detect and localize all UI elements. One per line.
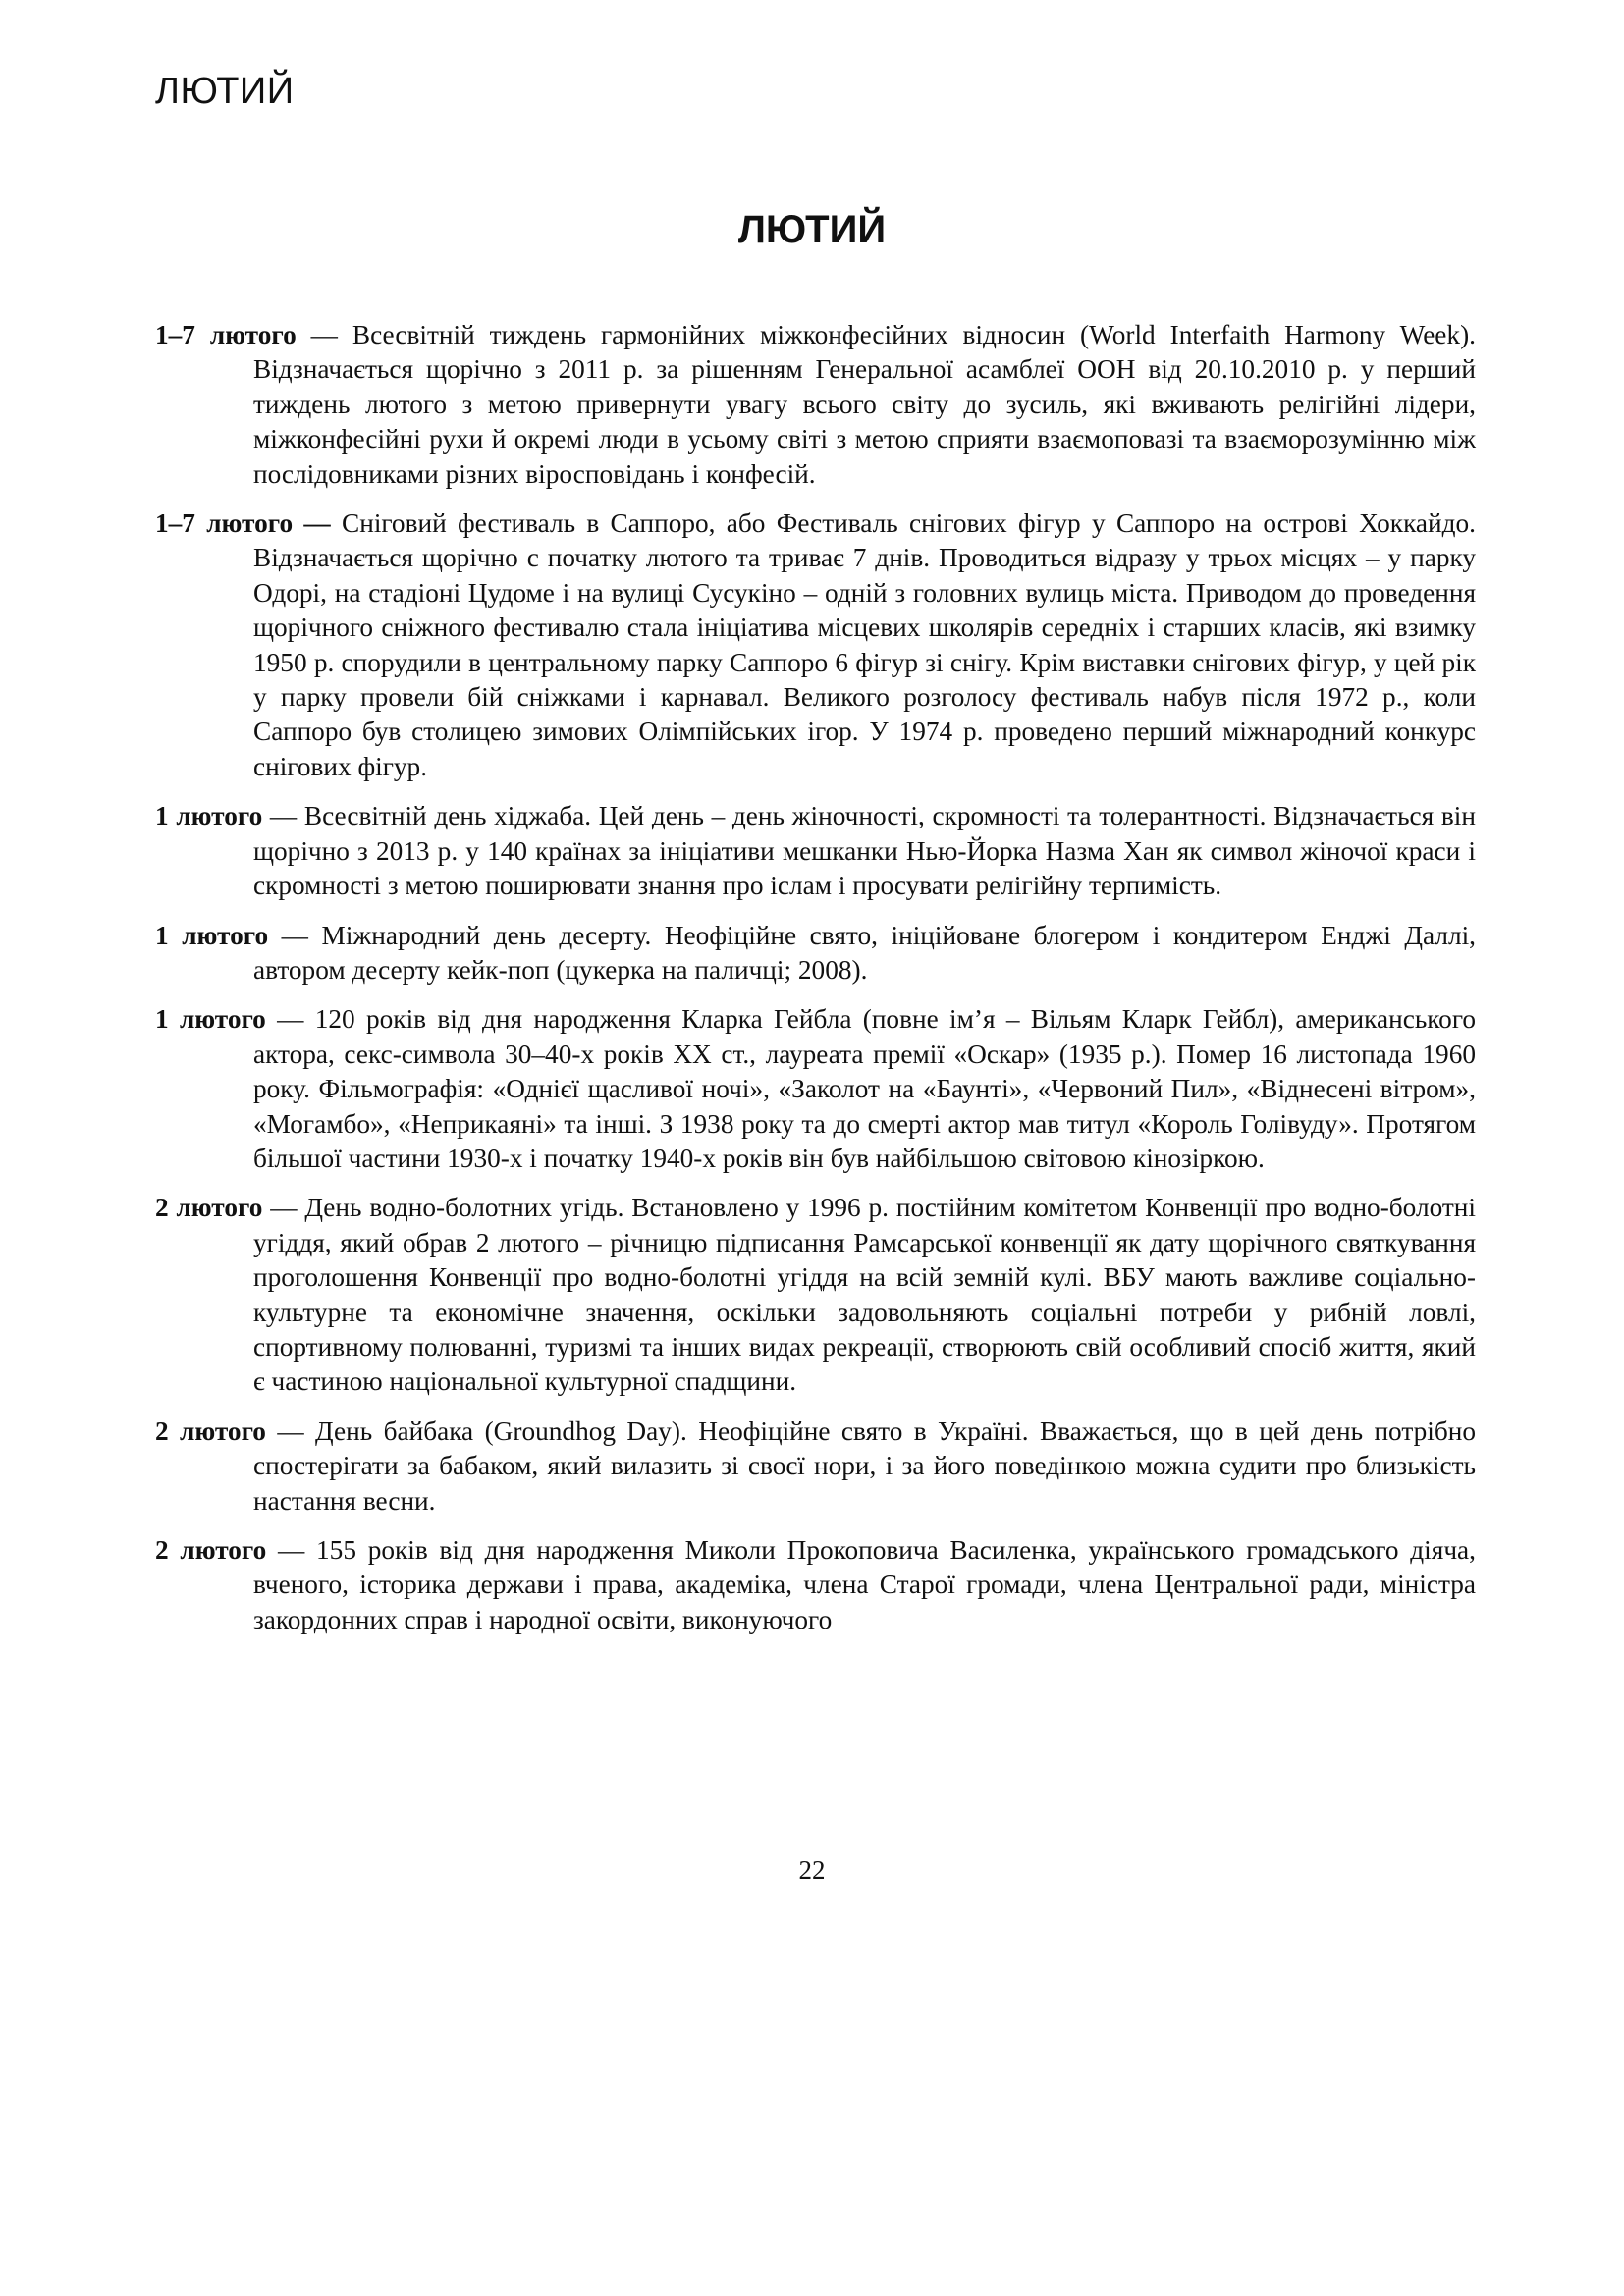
entry-text: — 120 років від дня народження Кларка Гейбла (повне ім’я – Вільям Кларк Гейбл), американського актора, секс-символа 30–40-х років ХХ ст., лауреата премії «Оскар» (1935 р.). Помер 16 листопада 1960 року. Фільмографія: «Однієї щасливої ночі», «Заколот на «Баунті», «Червоний Пил», «Віднесені вітром», «Могамбо», «Неприкаяні» та інші. З 1938 року та до смерті актор мав титул «Король Голівуду». Протягом більшої частини 1930-х і початку 1940-х років він був найбільшою світовою кінозіркою. xyxy=(253,1004,1476,1173)
entry-text: — День водно-болотних угідь. Встановлено у 1996 р. постійним комітетом Конвенції про водно-болотні угіддя, який обрав 2 лютого – річницю підписання Рамсарської конвенції як дату щорічного святкування проголошення Конвенції про водно-болотні угіддя на всій земній кулі. ВБУ мають важливе соціально-культурне та економічне значення, оскільки задовольняють соціальні потреби у рибній ловлі, спортивному полюванні, туризмі та інших видах рекреації, створюють свій особливий спосіб життя, який є частиною національної культурної спадщини. xyxy=(253,1193,1476,1397)
entry-interfaith-harmony-week xyxy=(155,318,1476,492)
entry-clark-gable xyxy=(155,1002,1476,1176)
entry-date: 2 лютого xyxy=(155,1193,263,1223)
entry-dessert-day xyxy=(155,919,1476,988)
entry-text: Сніговий фестиваль в Саппоро, або Фестиваль снігових фігур у Саппоро на острові Хоккайдо. Відзначається щорічно с початку лютого та триває 7 днів. Проводиться відразу у трьох місцях – у парку Одорі, на стадіоні Цудоме і на вулиці Сусукіно – одній з головних вулиць міста. Приводом до проведення щорічного сніжного фестивалю стала ініціатива місцевих школярів середніх і старших класів, які взимку 1950 р. спорудили в центральному парку Саппоро 6 фігур зі снігу. Крім виставки снігових фігур, у цей рік у парку провели бій сніжками і карнавал. Великого розголосу фестиваль набув після 1972 р., коли Саппоро був столицею зимових Олімпійських ігор. У 1974 р. проведено перший міжнародний конкурс снігових фігур. xyxy=(253,508,1477,781)
entry-groundhog-day xyxy=(155,1415,1476,1519)
running-header: ЛЮТИЙ xyxy=(155,71,295,112)
entry-text: — 155 років від дня народження Миколи Прокоповича Василенка, українського громадського діяча, вченого, історика держави і права, академіка, члена Старої громади, члена Центральної ради, міністра закордонних справ і народної освіти, виконуючого xyxy=(253,1535,1476,1634)
entry-date: 1 лютого xyxy=(155,801,263,831)
entry-world-hijab-day xyxy=(155,799,1476,903)
page-number: 22 xyxy=(798,1855,826,1885)
entry-text: — Міжнародний день десерту. Неофіційне свято, ініційоване блогером і кондитером Енджі Даллі, автором десерту кейк-поп (цукерка на паличці; 2008). xyxy=(253,920,1476,985)
entry-date: 1 лютого xyxy=(155,920,269,950)
entry-mykola-vasylenko xyxy=(155,1533,1476,1637)
entry-text: — День байбака (Groundhog Day). Неофіційне свято в Україні. Вважається, що в цей день потрібно спостерігати за бабаком, який вилазить зі своєї нори, і за його поведінкою можна судити про близькість настання весни. xyxy=(253,1415,1476,1516)
page-title: ЛЮТИЙ xyxy=(737,208,887,251)
entry-date: 2 лютого xyxy=(155,1415,266,1446)
entries-list xyxy=(155,318,1476,1652)
entry-sapporo-snow-festival xyxy=(155,507,1476,784)
entry-wetlands-day xyxy=(155,1191,1476,1399)
entry-date: 1–7 лютого xyxy=(155,320,297,349)
entry-date: 1 лютого xyxy=(155,1004,266,1035)
entry-text: — Всесвітній день хіджаба. Цей день – день жіночності, скромності та толерантності. Відзначається він щорічно з 2013 р. у 140 країнах за ініціативи мешканки Нью-Йорка Назма Хан як символ жіночої краси і скромності з метою поширювати знання про іслам і просувати релігійну терпимість. xyxy=(253,801,1476,901)
entry-date: 2 лютого xyxy=(155,1535,267,1565)
entry-date: 1–7 лютого — xyxy=(155,508,331,539)
entry-text: — Всесвітній тиждень гармонійних міжконфесійних відносин (World Interfaith Harmony Week). Відзначається щорічно з 2011 р. за рішенням Генеральної асамблеї ООН від 20.10.2010 р. у перший тиждень лютого з метою привернути увагу всього світу до зусиль, які вживають релігійні лідери, міжконфесійні рухи й окремі люди в усьому світі з метою сприяти взаємоповазі та взаєморозумінню між послідовниками різних віросповідань і конфесій. xyxy=(253,320,1476,489)
